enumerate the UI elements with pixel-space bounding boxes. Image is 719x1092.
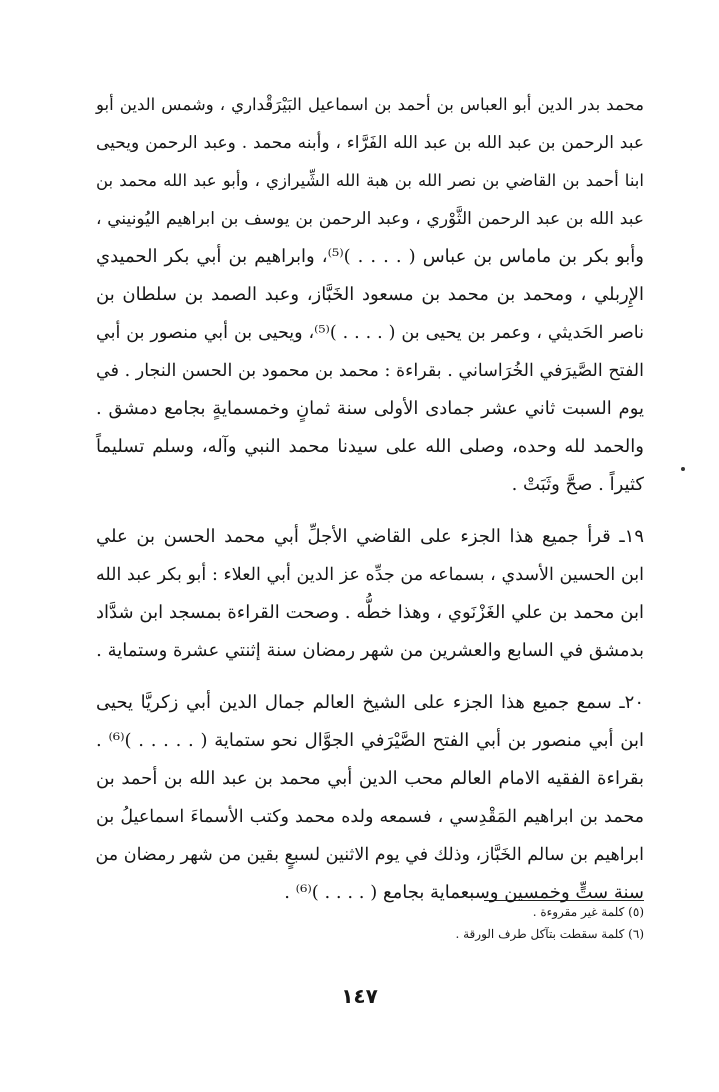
text-line: ناصر الحَديثي ، وعمر بن يحيى بن ( . . . . )⁽⁵⁾، ويحيى بن أبي منصور بن أبي	[96, 323, 645, 343]
text-line: ابراهيم بن سالم الخَبَّاز، وذلك في يوم الاثنين لسبعٍ بقين من شهر رمضان من	[95, 845, 644, 865]
paragraph-sama-list	[96, 86, 644, 504]
footnote-5: (٥) كلمة غير مقروءة .	[532, 905, 644, 919]
text-line: الفتح الصَّيرَفي الخُرَاساني . بقراءة : محمد بن محمود بن الحسن النجار . في	[96, 361, 644, 381]
text-line: محمد بن ابراهيم المَقْدِسي ، فسمعه ولده محمد وكتب الأسماءَ اسماعيلُ بن	[96, 807, 644, 827]
text-line: والحمد لله وحده، وصلى الله على سيدنا محمد النبي وآله، وسلم تسليماً	[96, 436, 644, 457]
text-line: ابن الحسين الأسدي ، بسماعه من جدِّه عز الدين أبي العلاء : أبو بكر عبد الله	[96, 565, 644, 585]
text-line: بدمشق في السابع والعشرين من شهر رمضان سنة إثنتي عشرة وستماية .	[96, 640, 644, 661]
footnote-6: (٦) كلمة سقطت بتآكل طرف الورقة .	[455, 927, 644, 941]
text-line: ابن محمد بن علي الغَزْنَوي ، وهذا خطُّه . وصحت القراءة بمسجد ابن شدَّاد	[96, 602, 644, 623]
page-body	[96, 86, 644, 912]
paragraph-spacer	[96, 670, 644, 684]
text-line: ابنا أحمد بن القاضي بن نصر الله بن هبة الله الشِّيرازي ، وأبو عبد الله محمد بن	[96, 171, 644, 190]
text-line: ١٩ـ قرأ جميع هذا الجزء على القاضي الأجلِّ أبي محمد الحسن بن علي	[96, 526, 644, 547]
text-line: ابن أبي منصور بن أبي الفتح الصَّيْرَفي الجوَّال نحو ستماية ( . . . . . )⁽⁶⁾ .	[96, 730, 644, 751]
text-line: يوم السبت ثاني عشر جمادى الأولى سنة ثمانٍ وخمسمايةٍ بجامع دمشق .	[96, 398, 644, 419]
text-line: بقراءة الفقيه الامام العالم محب الدين أبي محمد بن عبد الله بن أحمد بن	[96, 768, 644, 789]
text-line: محمد بدر الدين أبو العباس بن أحمد بن اسماعيل البَيْرَقْداري ، وشمس الدين أبو	[96, 95, 644, 114]
margin-mark	[681, 467, 685, 471]
footnotes	[444, 900, 644, 945]
text-line: عبد الله بن عبد الرحمن الثَّوْري ، وعبد الرحمن بن يوسف بن ابراهيم اليُونيني ،	[96, 209, 644, 229]
page-number: ١٤٧	[341, 984, 378, 1008]
paragraph-sama-20	[96, 684, 644, 912]
paragraph-spacer	[96, 504, 644, 518]
text-line: كثيراً . صحَّ وثَبَتْ .	[511, 474, 644, 495]
text-line: الإِربلي ، ومحمد بن محمد بن مسعود الخَبَّاز، وعبد الصمد بن سلطان بن	[96, 284, 644, 305]
text-line: عبد الرحمن بن عبد الله بن عبد الله الفَرَّاء ، وأبنه محمد . وعبد الرحمن ويحيى	[96, 133, 644, 153]
text-line: ٢٠ـ سمع جميع هذا الجزء على الشيخ العالم جمال الدين أبي زكريَّا يحيى	[96, 692, 644, 713]
text-line: سنة ستٍّ وخمسين وسبعماية بجامع ( . . . . )⁽⁶⁾ .	[284, 882, 644, 903]
text-line: وأبو بكر بن ماماس بن عباس ( . . . . )⁽⁵⁾، وابراهيم بن أبي بكر الحميدي	[96, 246, 644, 267]
paragraph-sama-19	[96, 518, 644, 670]
